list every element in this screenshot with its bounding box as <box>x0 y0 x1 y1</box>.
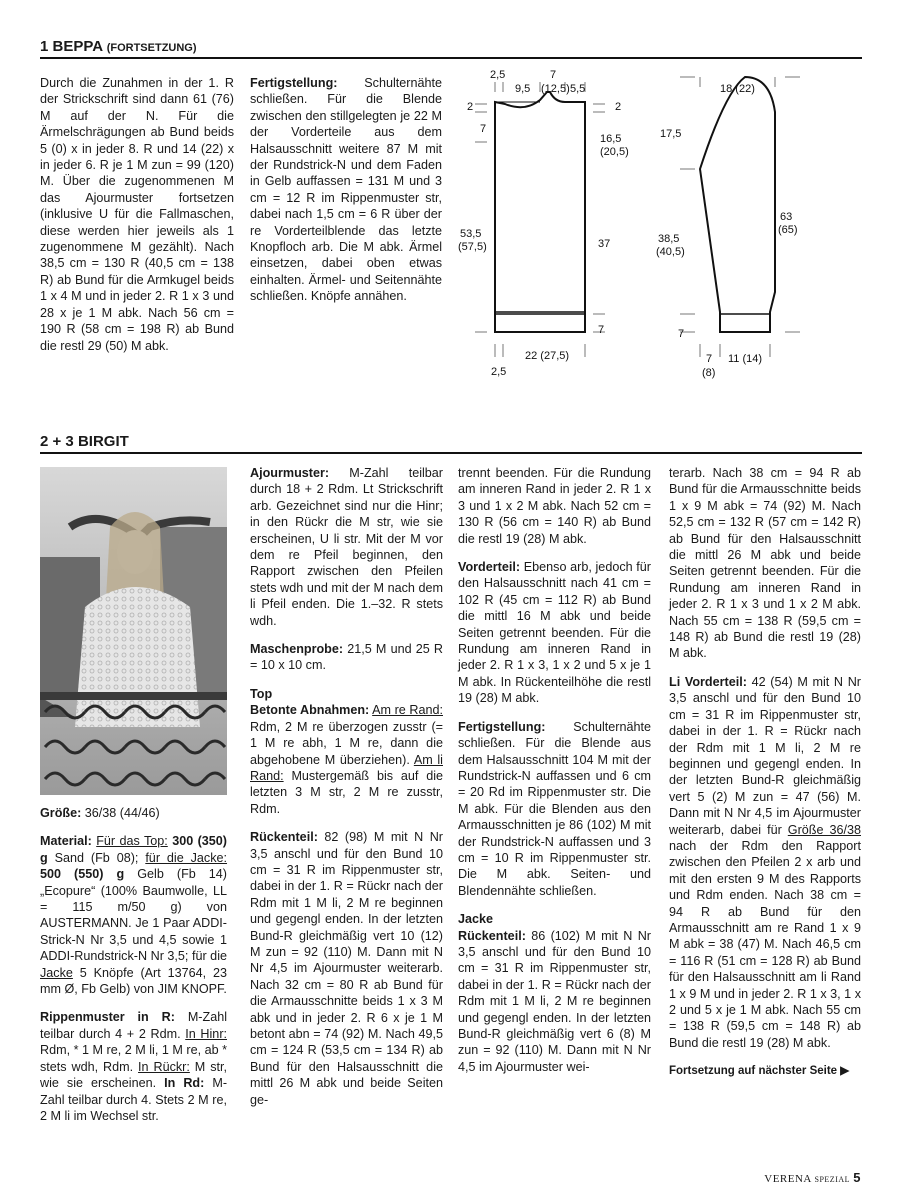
jacke-heading: Jacke <box>458 912 494 927</box>
beppa-finishing-text: Fertigstellung: Schulternähte schließen. Für die Blende zwischen den stillgelegten je 22 M der Vorderteile aus dem Halsausschnitt weitere 87 M mit der Rundstrick-N und dem Faden in Gelb auffassen = 131 M und 3 cm = 12 R im Rippenmuster str, dabei nach 1,5 cm = 6 R über der re Vorderteilblende das letzte Knopfloch arb. Die M abk. Ärmel einsetzen, dabei oben etwas einhalten. Ärmel- und Seitennähte schließen. Knöpfe annähen. <box>250 76 442 304</box>
dim-text: 53,5 <box>460 228 482 240</box>
sleeve-schematic <box>650 62 865 392</box>
dim-text: (65) <box>778 224 798 236</box>
birgit-pattern-column: Ajourmuster: M-Zahl teilbar durch 18 + 2 Rdm. Lt Strickschrift arb. Gezeichnet sind nur die Hinr; in den Rückr die M str, wie sie erscheinen, U li str. Mit der M vor dem re Pfeil beginnen, den Rapport zwischen den Pfeilen stets wdh und mit der M nach dem li Pfeil enden. Die 1.–32. R stets wdh. Maschenprobe: 21,5 M und 25 R = 10 x 10 cm. Top Betonte Abnahmen: Am re Rand: Rdm, 2 M re überzogen zusstr (= 1 M re abh, 1 M re, dann die abgehobene M überziehen). Am li Rand: Mustergemäß bis auf die letzten 3 M str, 2 M re zusstr, Rdm. Rückenteil: 82 (98) M mit N Nr 3,5 anschl und für den Bund 10 cm = 31 R im Rippenmuster str, dabei in der 1. R = Rückr nach der Rdm mit 1 M li, 2 M re beginnen und gegengl enden. In der letzten Bund-R gleichmäßig vert 10 (12) M zun = 92 (110) M. Dann mit N Nr 4,5 im Ajourmuster weiterarb. Nach 32 cm = 80 R ab Bund für die Armausschnitte beids 1 x 3 M abk und in jeder 2. R 6 x je 1 M betont abn = 74 (92) M. Nach 49,5 cm = 124 R (53,5 cm = 134 R) ab Bund für den Halsausschnitt die mittl 26 M abk und beide Seiten ge- <box>250 466 444 1107</box>
page-footer <box>764 1170 861 1185</box>
section-header-beppa <box>40 38 862 59</box>
dim-text: (20,5) <box>600 146 629 158</box>
dim-text: 16,5 <box>600 133 622 145</box>
dim-text: 22 (27,5) <box>525 350 570 362</box>
model-photo <box>40 467 227 795</box>
dim-text: 7 <box>706 353 713 365</box>
dim-text: 7 <box>598 324 605 336</box>
dim-text: 2 <box>467 101 474 113</box>
sleeve-outline <box>700 77 775 332</box>
birgit-materials-column: Größe: 36/38 (44/46) Material: Für das Top: 300 (350) g Sand (Fb 08); für die Jacke: 500 (550) g Gelb (Fb 14) „Ecopure“ (100% Baumwolle, LL = 115 m/50 g) von AUSTERMANN. Je 1 Paar ADDI-Strick-N Nr 3,5 und 4,5 sowie 1 ADDI-Rundstrick-N Nr 3,5; für die Jacke 5 Knöpfe (Art 13764, 23 mm Ø, Fb Gelb) von JIM KNOPF. Rippenmuster in R: M-Zahl teilbar durch 4 + 2 Rdm. In Hinr: Rdm, * 1 M re, 2 M li, 1 M re, ab * stets wdh, Rdm. In Rückr: M str, wie sie erscheinen. In Rd: M-Zahl teilbar durch 4. Stets 2 M re, 2 M li im Wechsel str. <box>40 806 228 1123</box>
dim-text: (40,5) <box>656 246 685 258</box>
body-schematic <box>455 62 635 392</box>
section-header-birgit <box>40 433 862 454</box>
dim-text: 7 <box>550 69 557 81</box>
beppa-sleeve-text: Durch die Zunahmen in der 1. R der Strickschrift sind dann 61 (76) M auf der N. Für die Ärmelschrägungen ab Bund beids 5 (0) x in jeder 8. R und 14 (22) x in jeder 6. R je 1 M zun = 99 (120) M. Über die zugenommenen M das Ajourmuster fortsetzen (inklusive U für die Fallmaschen, diese werden hier jeweils als 1 zugenommene M gezählt). Nach 38,5 cm = 130 R (40,5 cm = 138 R) ab Bund für die Armkugel beids 1 x 4 M und in jeder 2. R 1 x 3 und 28 x je 1 M abk. Nach 56 cm = 190 R (58 cm = 198 R) ab Bund die restl 29 (50) M abk. <box>40 76 234 353</box>
brand-spezial: SPEZIAL <box>814 1175 851 1184</box>
dim-text: 5,5 <box>570 83 586 95</box>
continued-note: Fortsetzung auf nächster Seite ▶ <box>669 1065 850 1078</box>
dim-text: 7 <box>480 123 487 135</box>
page-number: 5 <box>853 1170 861 1185</box>
dim-text: 2,5 <box>490 69 506 81</box>
dim-text: (8) <box>702 367 716 379</box>
dim-text: 2,5 <box>491 366 507 378</box>
dim-text: 11 (14) <box>728 353 763 365</box>
dim-text: 2 <box>615 101 622 113</box>
brand-name: VERENA <box>764 1173 812 1185</box>
body-outline <box>495 92 585 332</box>
dim-text: 18 (22) <box>720 83 755 95</box>
dim-text: (57,5) <box>458 241 487 253</box>
top-heading: Top <box>250 686 273 701</box>
dim-text: 9,5 <box>515 83 531 95</box>
dim-text: 63 <box>780 211 793 223</box>
dim-text: 7 <box>678 328 685 340</box>
dim-text: 17,5 <box>660 128 682 140</box>
section-title: 2 + 3 BIRGIT <box>40 433 129 450</box>
dim-text: 37 <box>598 238 611 250</box>
section-subtitle: (FORTSETZUNG) <box>106 42 197 54</box>
birgit-left-front-column: terarb. Nach 38 cm = 94 R ab Bund für die Armausschnitte beids 1 x 9 M abk = 74 (92) M. Nach 52,5 cm = 132 R (57 cm = 142 R) ab Bund für den Halsausschnitt die mittl 26 M abk und beide Seiten getrennt beenden. Für die Rundung am inneren Rand in jeder 2. R 1 x 3 und 1 x 2 M abk. Nach 55 cm = 138 R (59,5 cm = 148 R) ab Bund die restl 19 (28) M abk. Li Vorderteil: 42 (54) M mit N Nr 3,5 anschl und für den Bund 10 cm = 31 R im Rippenmuster str, dabei in der 1. R = Rückr nach der Rdm mit 1 M li, 2 M re beginnen und gegengl enden. In der letzten Bund-R gleichmäßig vert 5 (2) M zun = 47 (56) M. Dann mit N Nr 4,5 im Ajourmuster weiterarb, dabei für Größe 36/38 nach der Rdm den Rapport zwischen den Pfeilen 2 x arb und mit den ersten 9 M des Rapports und Rdm enden. Nach 38 cm = 94 R ab Bund für den Armausschnitt am re Rand 1 x 9 M abk = 38 (47) M. Nach 46,5 cm = 116 R (51 cm = 128 R) ab Bund für den Halsausschnitt am li Rand 1 x 9 M und in jeder 2. R 1 x 3, 1 x 2 und 5 x je 1 M abk. Nach 55 cm = 138 R (59,5 cm = 148 R) ab Bund die restl 19 (28) M abk. Fortsetzung auf nächster Seite ▶ <box>669 465 861 1080</box>
section-number: 1 <box>40 38 49 55</box>
dim-text: (12,5) <box>541 83 570 95</box>
dim-text: 38,5 <box>658 233 680 245</box>
birgit-front-column: trennt beenden. Für die Rundung am inneren Rand in jeder 2. R 1 x 3 und 1 x 2 M abk. Nach 52 cm = 130 R (56 cm = 140 R) ab Bund die restl 19 (28) M abk. Vorderteil: Ebenso arb, jedoch für den Halsausschnitt nach 41 cm = 102 R (45 cm = 112 R) ab Bund die mittl 16 M abk und beide Seiten getrennt beenden. Für die Rundung am inneren Rand in jeder 2. R 1 x 3, 1 x 2 und 5 x je 1 M abk. In Rückenteilhöhe die restl 19 (28) M abk. Fertigstellung: Schulternähte schließen. Für die Blende aus dem Halsausschnitt 104 M mit der Rundstrick-N auffassen und 6 cm = 20 Rd im Rippenmuster str. Die M abk. Für die Blenden aus den Armausschnitten je 86 (102) M mit der Rundstrick-N auffassen und 3 cm = 10 R im Rippenmuster str. Die M abk. Seiten- und Blendennähte schließen. Jacke Rückenteil: 86 (102) M mit N Nr 3,5 anschl und für den Bund 10 cm = 31 R im Rippenmuster str, dabei in der 1. R = Rückr nach der Rdm mit 1 M li, 2 M re beginnen und gegengl enden. In der letzten Bund-R gleichmäßig vert 6 (8) M zun = 92 (110) M. Dann mit N Nr 4,5 im Ajourmuster wei- <box>458 466 652 1074</box>
section-title: BEPPA <box>52 38 103 55</box>
arrow-right-icon: ▶ <box>840 1065 850 1078</box>
